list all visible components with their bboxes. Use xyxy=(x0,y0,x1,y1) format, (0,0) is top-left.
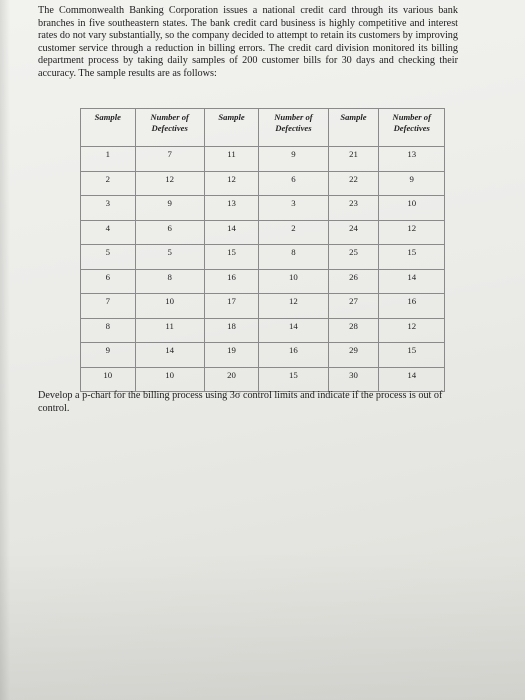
sample-cell: 20 xyxy=(204,367,259,392)
defectives-cell: 8 xyxy=(259,245,328,270)
table-row xyxy=(81,294,445,319)
defectives-cell: 12 xyxy=(379,220,445,245)
header-sample-2: Sample xyxy=(204,109,259,147)
question-text: Develop a p-chart for the billing process using 3σ control limits and indicate if the process is out of control. xyxy=(38,390,443,414)
problem-intro: The Commonwealth Banking Corporation issues a national credit card through its various bank branches in five southeastern states. The bank credit card business is highly competitive and interest rates do not vary substantially, so the company decided to attempt to retain its customers by improving customer service through a reduction in billing errors. The credit card division monitored its billing department process by taking daily samples of 200 customer bills for 30 days and checking their accuracy. The sample results are as follows: xyxy=(38,5,458,79)
sample-cell: 14 xyxy=(204,220,259,245)
defectives-cell: 12 xyxy=(259,294,328,319)
defectives-cell: 3 xyxy=(259,196,328,221)
defectives-cell: 9 xyxy=(135,196,204,221)
defectives-cell: 6 xyxy=(259,171,328,196)
sample-cell: 22 xyxy=(328,171,379,196)
sample-cell: 28 xyxy=(328,318,379,343)
sample-cell: 3 xyxy=(81,196,136,221)
defectives-cell: 5 xyxy=(135,245,204,270)
defectives-cell: 9 xyxy=(259,147,328,172)
sample-cell: 11 xyxy=(204,147,259,172)
sample-cell: 2 xyxy=(81,171,136,196)
table-row xyxy=(81,318,445,343)
sample-cell: 10 xyxy=(81,367,136,392)
sample-cell: 24 xyxy=(328,220,379,245)
header-defectives-3: Number of Defectives xyxy=(379,109,445,147)
sample-cell: 8 xyxy=(81,318,136,343)
sample-cell: 4 xyxy=(81,220,136,245)
defectives-cell: 16 xyxy=(379,294,445,319)
defectives-cell: 12 xyxy=(379,318,445,343)
sample-cell: 15 xyxy=(204,245,259,270)
defectives-cell: 11 xyxy=(135,318,204,343)
sample-cell: 19 xyxy=(204,343,259,368)
defectives-cell: 16 xyxy=(259,343,328,368)
table-header-row xyxy=(81,109,445,147)
defectives-cell: 15 xyxy=(379,245,445,270)
sample-cell: 12 xyxy=(204,171,259,196)
defectives-cell: 10 xyxy=(379,196,445,221)
header-defectives-1: Number of Defectives xyxy=(135,109,204,147)
defectives-cell: 15 xyxy=(259,367,328,392)
sample-cell: 9 xyxy=(81,343,136,368)
table-row xyxy=(81,367,445,392)
header-sample-3: Sample xyxy=(328,109,379,147)
sample-cell: 16 xyxy=(204,269,259,294)
sample-cell: 13 xyxy=(204,196,259,221)
table-row xyxy=(81,147,445,172)
sample-cell: 30 xyxy=(328,367,379,392)
defectives-cell: 6 xyxy=(135,220,204,245)
sample-cell: 29 xyxy=(328,343,379,368)
sample-cell: 6 xyxy=(81,269,136,294)
sample-cell: 25 xyxy=(328,245,379,270)
defects-table xyxy=(80,108,445,392)
table-row xyxy=(81,269,445,294)
sample-cell: 23 xyxy=(328,196,379,221)
defectives-cell: 14 xyxy=(259,318,328,343)
table-row xyxy=(81,171,445,196)
sample-cell: 21 xyxy=(328,147,379,172)
sample-cell: 7 xyxy=(81,294,136,319)
sample-cell: 18 xyxy=(204,318,259,343)
header-defectives-2: Number of Defectives xyxy=(259,109,328,147)
defectives-cell: 13 xyxy=(379,147,445,172)
table-row xyxy=(81,343,445,368)
sample-cell: 5 xyxy=(81,245,136,270)
sample-cell: 1 xyxy=(81,147,136,172)
defectives-cell: 10 xyxy=(259,269,328,294)
defectives-cell: 14 xyxy=(135,343,204,368)
defectives-cell: 14 xyxy=(379,269,445,294)
defectives-cell: 10 xyxy=(135,367,204,392)
defectives-cell: 15 xyxy=(379,343,445,368)
defectives-cell: 14 xyxy=(379,367,445,392)
defectives-cell: 8 xyxy=(135,269,204,294)
defectives-cell: 10 xyxy=(135,294,204,319)
header-sample-1: Sample xyxy=(81,109,136,147)
sample-cell: 27 xyxy=(328,294,379,319)
sample-cell: 26 xyxy=(328,269,379,294)
defectives-cell: 2 xyxy=(259,220,328,245)
table-row xyxy=(81,245,445,270)
table-row xyxy=(81,220,445,245)
defectives-cell: 7 xyxy=(135,147,204,172)
defectives-cell: 9 xyxy=(379,171,445,196)
bottom-shade xyxy=(0,550,525,700)
sample-cell: 17 xyxy=(204,294,259,319)
table-row xyxy=(81,196,445,221)
defectives-cell: 12 xyxy=(135,171,204,196)
table-body xyxy=(81,147,445,392)
